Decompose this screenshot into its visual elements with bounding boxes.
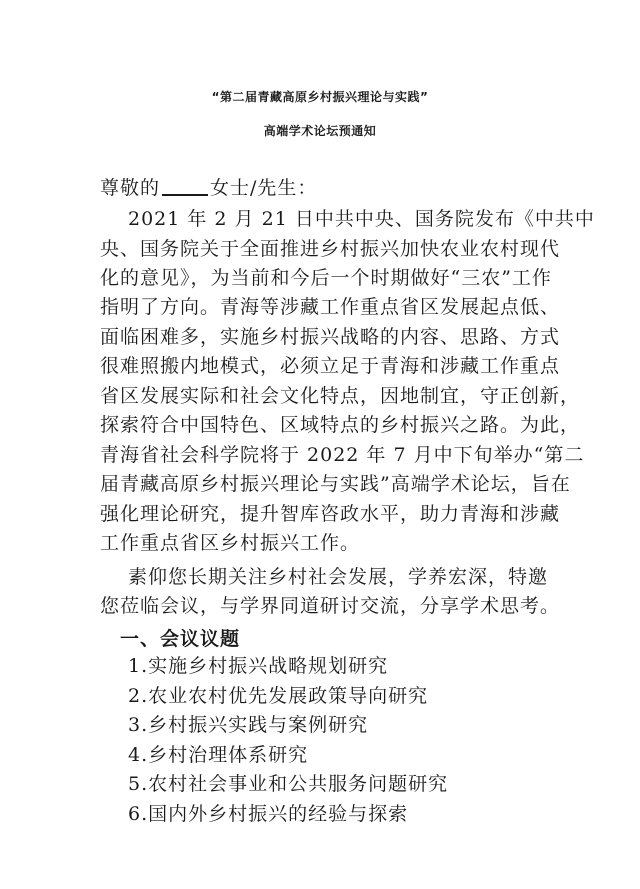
topic-item: 2.农业农村优先发展政策导向研究 (128, 685, 429, 707)
salutation-suffix: 女士/先生： (210, 177, 318, 199)
paragraph1-line: 届青藏高原乡村振兴理论与实践”高端学术论坛，旨在 (100, 473, 571, 495)
paragraph1-line: 面临困难多，实施乡村振兴战略的内容、思路、方式 (100, 326, 561, 348)
paragraph1-line: 很难照搬内地模式，必须立足于青海和涉藏工作重点 (100, 355, 561, 377)
section-heading-topics: 一、会议议题 (120, 628, 241, 650)
paragraph2-line: 您莅临会议，与学界同道研讨交流，分享学术思考。 (100, 595, 561, 617)
topic-item: 6.国内外乡村振兴的经验与探索 (128, 803, 409, 825)
paragraph1-line: 2021 年 2 月 21 日中共中央、国务院发布《中共中 (128, 208, 595, 230)
topic-item: 4.乡村治理体系研究 (128, 744, 309, 766)
topic-item: 5.农村社会事业和公共服务问题研究 (128, 773, 449, 795)
document-subtitle: 高端学术论坛预通知 (263, 124, 377, 138)
paragraph1-line: 工作重点省区乡村振兴工作。 (100, 532, 361, 554)
name-blank (162, 176, 208, 196)
paragraph1-line: 化的意见》，为当前和今后一个时期做好“三农”工作 (100, 267, 552, 289)
salutation-prefix: 尊敬的 (100, 177, 161, 199)
paragraph1-line: 指明了方向。青海等涉藏工作重点省区发展起点低、 (100, 296, 561, 318)
topic-item: 3.乡村振兴实践与案例研究 (128, 714, 369, 736)
paragraph1-line: 强化理论研究，提升智库咨政水平，助力青海和涉藏 (100, 503, 561, 525)
document-title: “第二届青藏高原乡村振兴理论与实践” (211, 90, 429, 104)
paragraph2-line: 素仰您长期关注乡村社会发展，学养宏深，特邀 (128, 566, 549, 588)
paragraph1-line: 省区发展实际和社会文化特点，因地制宜，守正创新， (100, 385, 581, 407)
topic-item: 1.实施乡村振兴战略规划研究 (128, 655, 389, 677)
paragraph1-line: 青海省社会科学院将于 2022 年 7 月中下旬举办“第二 (100, 444, 585, 466)
paragraph1-line: 央、国务院关于全面推进乡村振兴加快农业农村现代 (100, 238, 561, 260)
salutation (100, 176, 317, 200)
paragraph1-line: 探索符合中国特色、区域特点的乡村振兴之路。为此， (100, 414, 581, 436)
